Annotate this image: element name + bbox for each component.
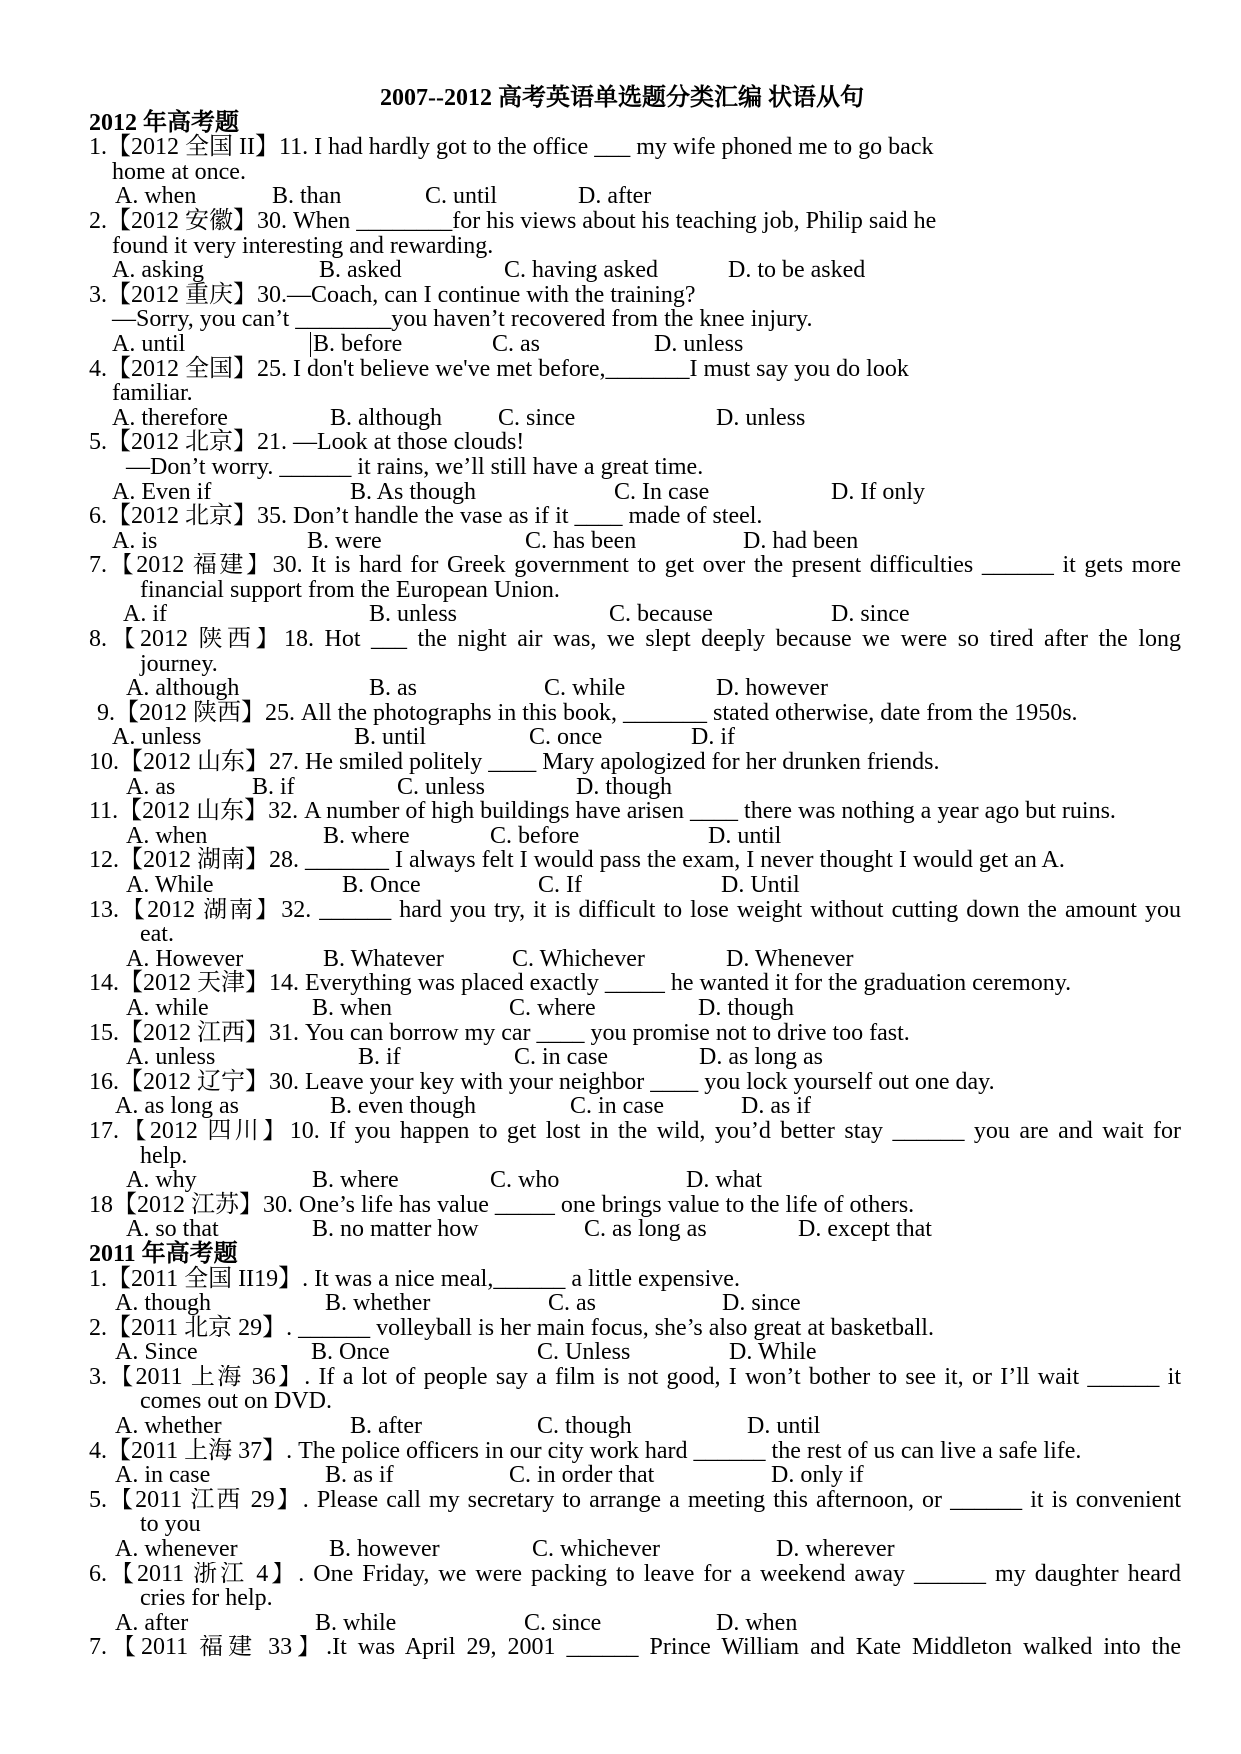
question-stem-continued: eat. <box>140 921 174 948</box>
question-stem: 4.【2012 全国】25. I don't believe we've met before,_______I must say you do look <box>89 355 909 382</box>
section-heading-2011: 2011 年高考题 <box>89 1240 238 1267</box>
option-c: C. while <box>544 675 626 702</box>
question-stem: 5.【2012 北京】21. —Look at those clouds! <box>89 429 525 456</box>
option-c: C. since <box>498 404 576 431</box>
option-a: A. so that <box>126 1216 219 1243</box>
question-stem: 5.【2011 江西 29】. Please call my secretary to arrange a meeting this afternoon, or ______ it is convenient <box>89 1487 1181 1513</box>
option-b: B. although <box>330 404 442 431</box>
document-page <box>0 86 1241 1660</box>
question-stem: 2.【2012 安徽】30. When ________for his views about his teaching job, Philip said he <box>89 207 937 234</box>
option-d: D. when <box>716 1609 798 1636</box>
question-stem: 10.【2012 山东】27. He smiled politely ____ Mary apologized for her drunken friends. <box>89 749 940 776</box>
option-a: A. is <box>112 527 158 554</box>
option-d: D. If only <box>831 478 925 505</box>
options-row <box>0 996 1241 1021</box>
question-stem-continued: comes out on DVD. <box>140 1388 332 1415</box>
question-stem: 3.【2011 上海 36】. If a lot of people say a film is not good, I won’t bother to see it, or I’ll wait ______ it <box>89 1364 1181 1390</box>
option-b: B. no matter how <box>312 1216 479 1243</box>
question-stem-continued: —Sorry, you can’t ________you haven’t recovered from the knee injury. <box>112 306 813 333</box>
option-b: B. as if <box>325 1462 394 1489</box>
question-stem-continued: financial support from the European Union. <box>140 576 560 603</box>
option-c: C. in order that <box>509 1462 655 1489</box>
option-d: D. had been <box>743 527 859 554</box>
option-a: A. whether <box>115 1413 222 1440</box>
options-row <box>0 1611 1241 1636</box>
question-stem: 16.【2012 辽宁】30. Leave your key with your neighbor ____ you lock yourself out one day. <box>89 1068 995 1095</box>
option-c: C. having asked <box>504 257 658 284</box>
option-b: B. even though <box>330 1093 476 1120</box>
question-stem-continued: cries for help. <box>140 1585 273 1612</box>
options-row <box>0 1340 1241 1365</box>
option-a: A. therefore <box>112 404 228 431</box>
options-row <box>0 1414 1241 1439</box>
option-c: C. in case <box>514 1044 608 1071</box>
question-stem: 17.【2012 四川】10. If you happen to get lost in the wild, you’d better stay ______ you are and wait for <box>89 1118 1181 1144</box>
option-d: D. Until <box>721 872 800 898</box>
option-d: D. only if <box>771 1462 864 1489</box>
option-a: A. as long as <box>115 1093 239 1120</box>
options-row <box>0 775 1241 800</box>
option-a: A. until <box>112 330 186 357</box>
option-c: C. before <box>490 822 580 849</box>
option-d: D. to be asked <box>728 257 866 284</box>
option-a: A. after <box>115 1609 189 1636</box>
option-a: A. While <box>126 872 214 898</box>
option-d: D. as long as <box>699 1044 823 1071</box>
option-a: A. although <box>126 675 240 702</box>
options-row <box>0 1463 1241 1488</box>
question-stem-continued: help. <box>140 1142 188 1169</box>
option-d: D. if <box>691 724 735 751</box>
option-b: B. when <box>312 994 392 1021</box>
question-stem: 3.【2012 重庆】30.—Coach, can I continue with the training? <box>89 281 696 308</box>
question-stem: 8.【2012 陕西】18. Hot ___ the night air was, we slept deeply because we were so tired after the long <box>89 627 1181 652</box>
question-stem-continued: home at once. <box>112 158 246 185</box>
section-heading-2012: 2012 年高考题 <box>89 109 239 136</box>
question-stem: 14.【2012 天津】14. Everything was placed exactly _____ he wanted it for the graduation ceremony. <box>89 970 1072 997</box>
option-c: C. unless <box>397 773 486 800</box>
option-c: C. whichever <box>532 1536 660 1563</box>
option-b: B. if <box>252 773 295 800</box>
option-b: B. unless <box>369 601 458 628</box>
options-row <box>0 332 1241 357</box>
option-b: B. were <box>307 527 382 554</box>
question-stem-continued: found it very interesting and rewarding. <box>112 232 494 259</box>
options-row <box>0 873 1241 898</box>
option-b: B. As though <box>350 478 477 505</box>
option-a: A. though <box>115 1290 211 1317</box>
option-a: A. whenever <box>115 1536 238 1563</box>
option-b: B. as <box>369 675 417 702</box>
options-row <box>0 406 1241 431</box>
option-c: C. though <box>537 1413 632 1440</box>
question-stem: 4.【2011 上海 37】. The police officers in our city work hard ______ the rest of us can live a safe life. <box>89 1437 1082 1464</box>
option-d: D. until <box>708 822 782 849</box>
options-row <box>0 947 1241 972</box>
option-c: C. as <box>548 1290 596 1317</box>
options-row <box>0 1217 1241 1242</box>
option-b: B. than <box>272 183 342 210</box>
question-stem: 7.【2012 福建】30. It is hard for Greek government to get over the present difficulties ______ it gets more <box>89 553 1181 578</box>
question-stem: 12.【2012 湖南】28. _______ I always felt I would pass the exam, I never thought I would get an A. <box>89 847 1065 874</box>
question-stem: 1.【2012 全国 II】11. I had hardly got to the office ___ my wife phoned me to go back <box>89 134 934 161</box>
option-d: D. wherever <box>776 1536 895 1563</box>
option-a: A. Even if <box>112 478 212 505</box>
option-b: B. Whatever <box>323 945 444 972</box>
question-stem: 1.【2011 全国 II19】. It was a nice meal,______ a little expensive. <box>89 1265 740 1292</box>
option-b: B. Once <box>342 872 421 898</box>
option-d: D. Whenever <box>726 945 854 972</box>
option-a: A. when <box>126 822 208 849</box>
option-b: B. until <box>354 724 427 751</box>
question-stem-continued: —Don’t worry. ______ it rains, we’ll still have a great time. <box>126 453 704 480</box>
question-stem: 6.【2011 浙江 4】. One Friday, we were packing to leave for a weekend away ______ my daughter heard <box>89 1561 1181 1587</box>
option-d: D. as if <box>741 1093 811 1120</box>
option-a: A. if <box>123 601 167 628</box>
question-stem-continued: to you <box>140 1511 201 1538</box>
question-stem: 6.【2012 北京】35. Don’t handle the vase as if it ____ made of steel. <box>89 503 763 530</box>
option-c: C. where <box>509 994 596 1021</box>
option-d: D. however <box>716 675 828 702</box>
option-c: C. in case <box>570 1093 664 1120</box>
option-c: C. who <box>490 1167 560 1194</box>
option-b: B. however <box>329 1536 440 1563</box>
options-row <box>0 725 1241 750</box>
options-row <box>0 676 1241 701</box>
question-stem: 2.【2011 北京 29】. ______ volleyball is her main focus, she’s also great at basketball. <box>89 1314 934 1341</box>
options-row <box>0 1094 1241 1119</box>
question-stem: 15.【2012 江西】31. You can borrow my car ____ you promise not to drive too fast. <box>89 1019 910 1046</box>
options-row <box>0 184 1241 209</box>
option-c: C. until <box>425 183 498 210</box>
question-stem-continued: familiar. <box>112 380 193 407</box>
question-stem: 13.【2012 湖南】32. ______ hard you try, it is difficult to lose weight without cutting down the amount you <box>89 897 1181 923</box>
options-row <box>0 602 1241 627</box>
question-stem: 11.【2012 山东】32. A number of high buildings have arisen ____ there was nothing a year ago but ruins. <box>89 798 1116 825</box>
option-c: C. since <box>524 1609 602 1636</box>
options-row <box>0 824 1241 849</box>
option-d: D. except that <box>798 1216 932 1243</box>
option-d: D. While <box>729 1339 817 1366</box>
option-b: B. before <box>310 332 402 357</box>
option-b: B. after <box>350 1413 422 1440</box>
options-row <box>0 1291 1241 1316</box>
question-stem-continued: journey. <box>140 650 218 677</box>
option-a: A. unless <box>126 1044 216 1071</box>
option-d: D. unless <box>654 330 744 357</box>
option-c: C. because <box>609 601 713 628</box>
options-row <box>0 1537 1241 1562</box>
option-b: B. if <box>358 1044 401 1071</box>
option-b: B. where <box>323 822 410 849</box>
option-d: D. since <box>831 601 910 628</box>
option-b: B. whether <box>325 1290 431 1317</box>
option-d: D. unless <box>716 404 806 431</box>
option-a: A. Since <box>115 1339 198 1366</box>
option-a: A. However <box>126 945 244 972</box>
option-b: B. where <box>312 1167 399 1194</box>
options-row <box>0 258 1241 283</box>
option-c: C. If <box>538 872 582 898</box>
option-c: C. once <box>529 724 603 751</box>
options-row <box>0 480 1241 505</box>
option-a: A. in case <box>115 1462 211 1489</box>
question-stem: 18【2012 江苏】30. One’s life has value _____ one brings value to the life of others. <box>89 1191 915 1218</box>
option-d: D. though <box>698 994 794 1021</box>
option-a: A. as <box>126 773 176 800</box>
option-d: D. though <box>576 773 672 800</box>
option-a: A. why <box>126 1167 197 1194</box>
question-stem: 7.【2011 福建 33】.It was April 29, 2001 ______ Prince William and Kate Middleton walked into the <box>89 1635 1181 1660</box>
options-row <box>0 529 1241 554</box>
option-b: B. while <box>315 1609 397 1636</box>
option-a: A. while <box>126 994 209 1021</box>
option-a: A. asking <box>112 257 204 284</box>
options-row <box>0 1168 1241 1193</box>
option-a: A. unless <box>112 724 202 751</box>
document-title: 2007--2012 高考英语单选题分类汇编 状语从句 <box>380 85 864 111</box>
option-b: B. asked <box>319 257 402 284</box>
option-b: B. Once <box>311 1339 390 1366</box>
option-c: C. as <box>492 330 540 357</box>
option-c: C. In case <box>614 478 710 505</box>
option-c: C. as long as <box>584 1216 707 1243</box>
option-d: D. until <box>747 1413 821 1440</box>
option-c: C. has been <box>525 527 637 554</box>
option-d: D. what <box>686 1167 762 1194</box>
option-d: D. since <box>722 1290 801 1317</box>
option-c: C. Whichever <box>512 945 645 972</box>
question-stem: 9.【2012 陕西】25. All the photographs in this book, _______ stated otherwise, date from the 1950s. <box>97 699 1078 726</box>
options-row <box>0 1045 1241 1070</box>
option-d: D. after <box>578 183 652 210</box>
option-a: A. when <box>115 183 197 210</box>
option-c: C. Unless <box>537 1339 631 1366</box>
